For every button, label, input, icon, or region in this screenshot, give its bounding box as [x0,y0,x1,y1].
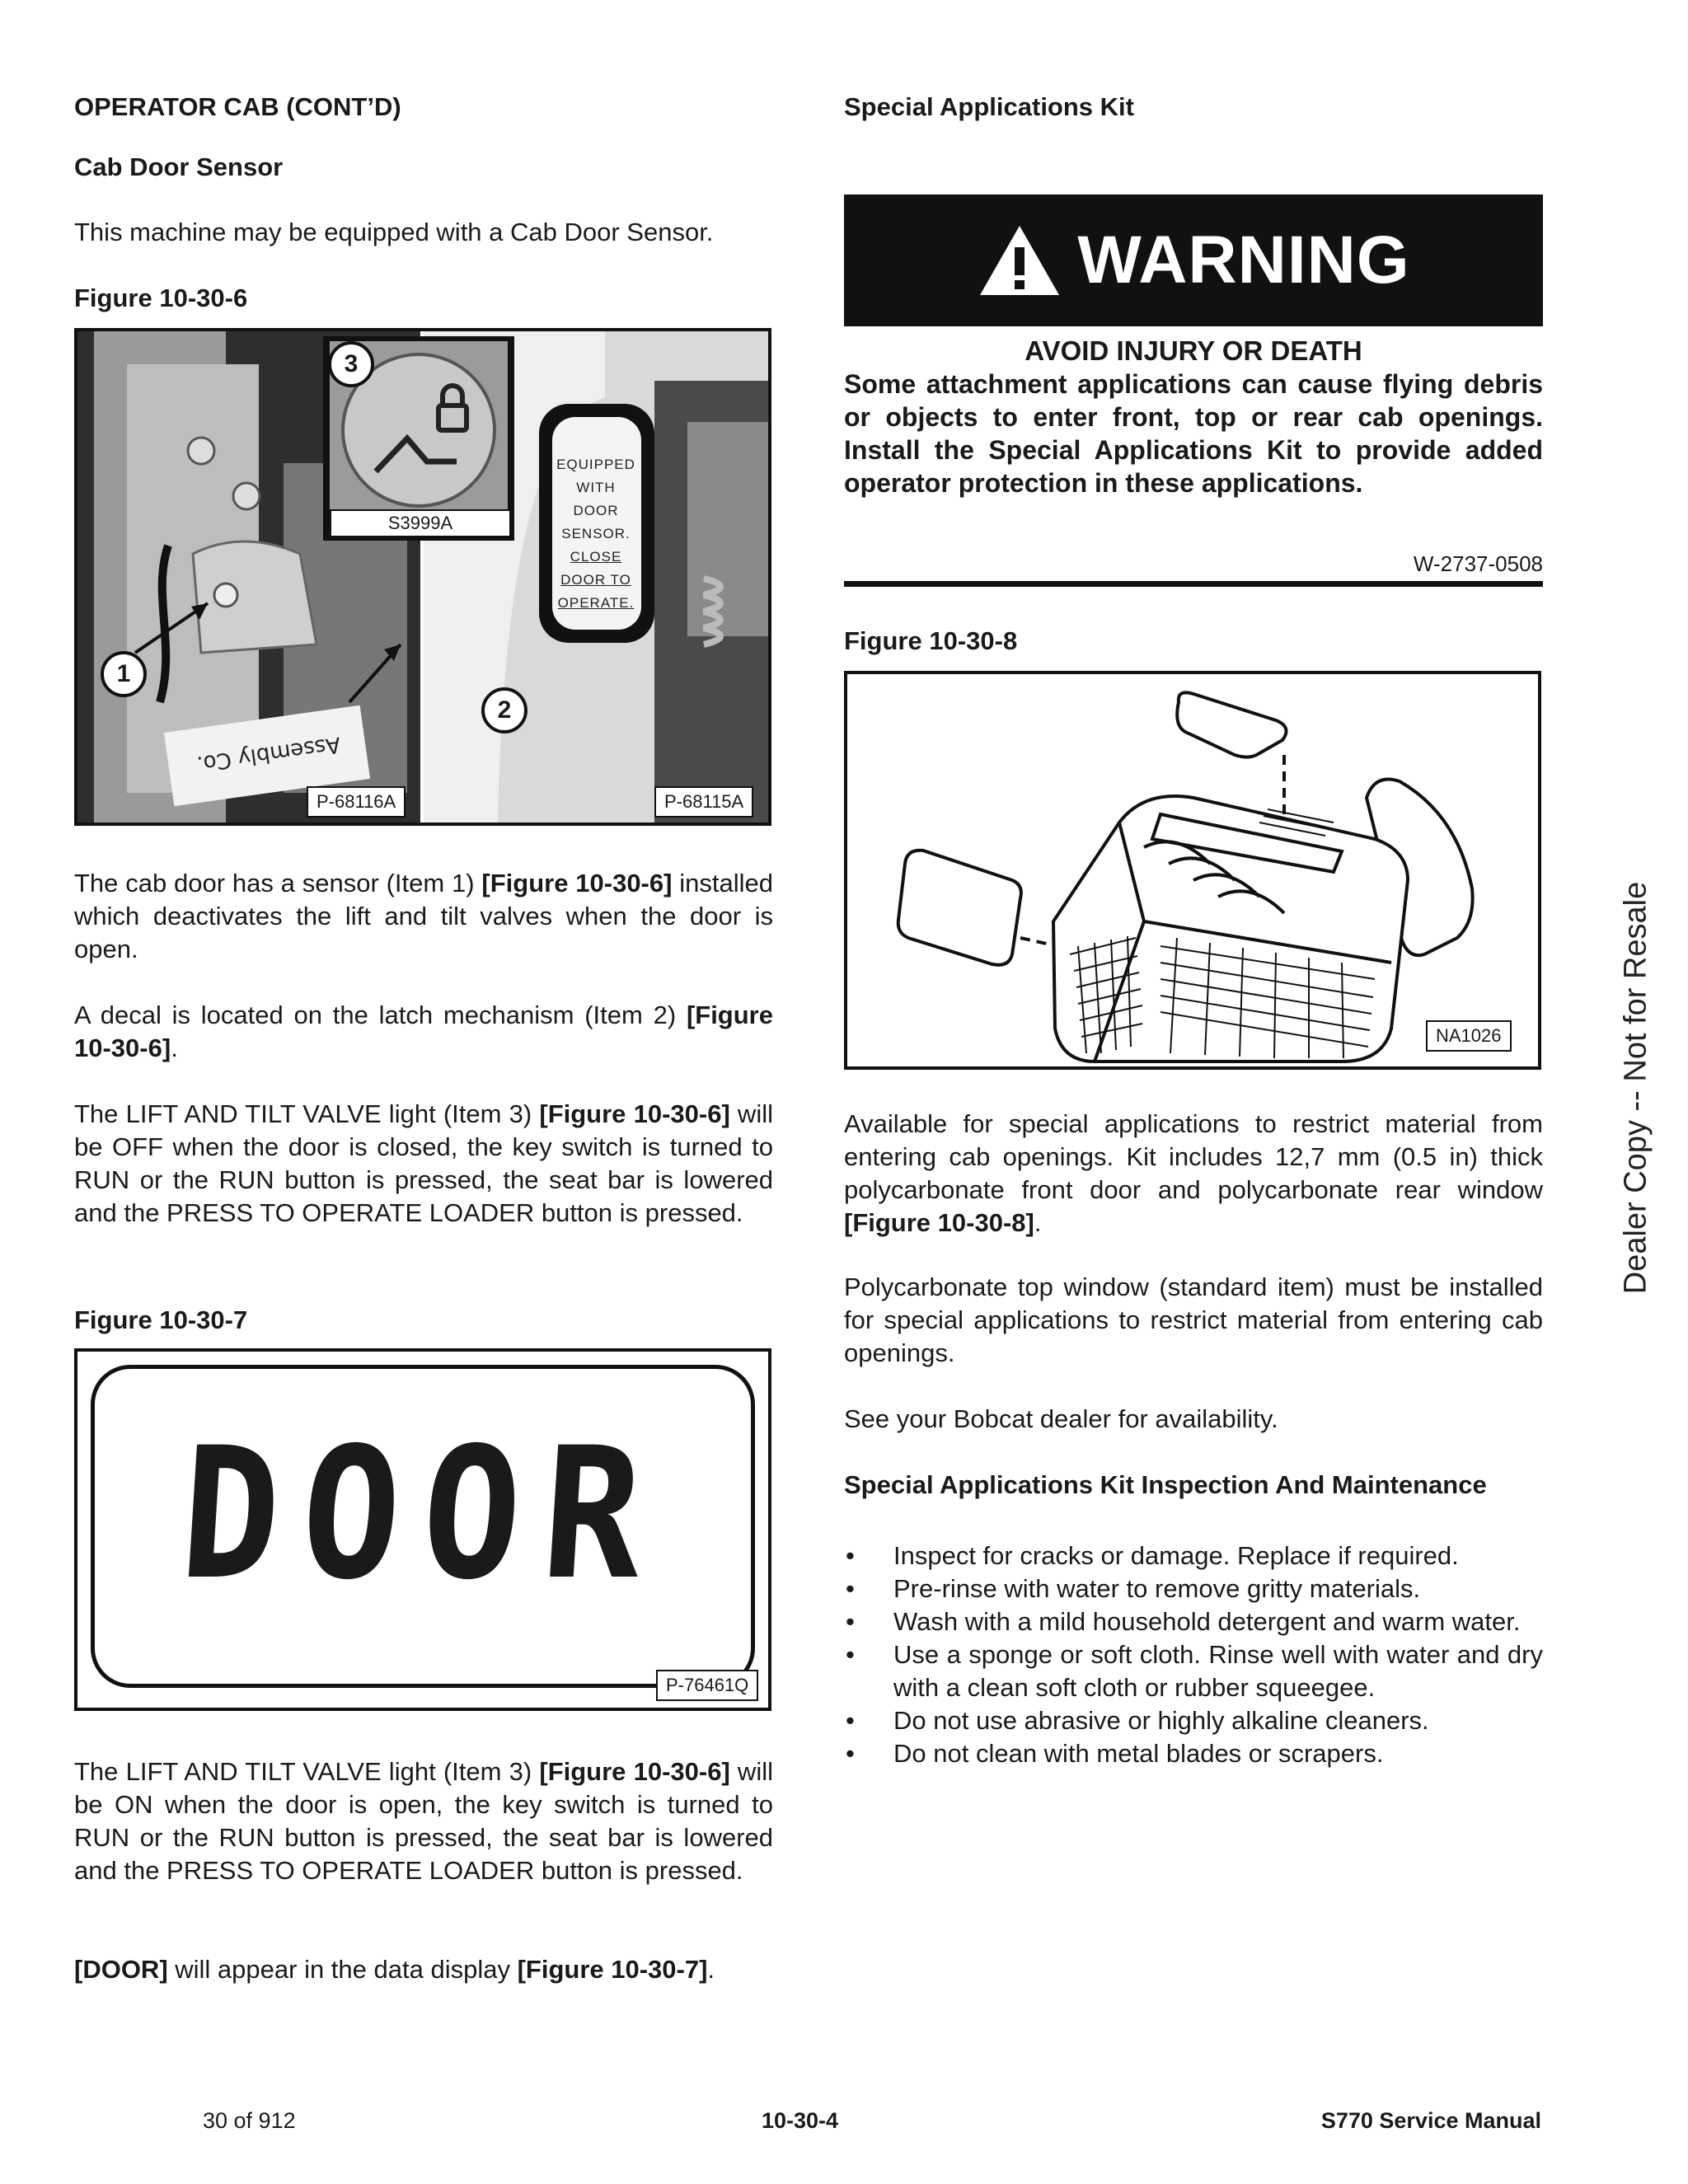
list-item: • Do not use abrasive or highly alkaline cleaners. [844,1704,1543,1737]
figure-code: P-68115A [654,786,753,818]
figure-reference: [Figure 10-30-6] [74,1001,773,1062]
display-reference: [DOOR] [74,1955,168,1984]
list-item: • Use a sponge or soft cloth. Rinse well with water and dry with a clean soft cloth or rubber squeegee. [844,1638,1543,1704]
text: . [171,1033,178,1062]
figure-reference: [Figure 10-30-7] [517,1955,708,1984]
figure-8-label: Figure 10-30-8 [844,626,1018,655]
list-item: • Wash with a mild household detergent and warm water. [844,1605,1543,1638]
text: installed which deactivates the lift and tilt valves when the door is open. [74,869,774,963]
footer-page-count: 30 of 912 [203,2108,296,2133]
data-display [91,1365,755,1688]
svg-text:Assembly Co.: Assembly Co. [195,731,342,776]
text: will be ON when the door is open, the key switch is turned to RUN or the RUN button is pressed, the seat bar is lowered and the PRESS TO OPERATE LOADER button is pressed. [74,1757,773,1885]
warning-divider [844,581,1543,587]
text: A decal is located on the latch mechanism (Item 2) [74,1001,687,1029]
decal-line: EQUIPPED [556,457,635,472]
figure-6-label: Figure 10-30-6 [74,284,248,312]
subsection-title: Cab Door Sensor [74,152,284,181]
footer-page-number: 10-30-4 [762,2108,839,2133]
special-applications-kit-drawing [847,674,1538,1066]
callout-2: 2 [481,687,528,733]
paragraph: Polycarbonate top window (standard item) must be installed for special applications to restrict material from entering cab openings. [844,1272,1543,1367]
decal-line: OPERATE. [557,595,635,611]
figure-code: P-76461Q [656,1670,758,1701]
figure-reference: [Figure 10-30-6] [481,869,673,898]
section-title-right: Special Applications Kit [844,92,1134,121]
warning-heading: AVOID INJURY OR DEATH [1025,335,1362,366]
text: Available for special applications to restrict material from entering cab openings. Kit includes 12,7 mm (0.5 in) thick polycarbonate front door and polycarbonate rear window [844,1109,1543,1204]
figure-7-label: Figure 10-30-7 [74,1305,248,1334]
decal-line: WITH [576,480,616,495]
display-readout: DOOR [175,1408,671,1619]
figure-10-30-7 [74,1348,771,1711]
decal-line: DOOR TO [560,572,631,588]
dealer-copy-note: Dealer Copy -- Not for Resale [1618,881,1653,1295]
maintenance-list [844,1540,1543,1770]
list-item: • Do not clean with metal blades or scrapers. [844,1737,1543,1770]
warning-triangle-icon [977,223,1062,298]
text: The cab door has a sensor (Item 1) [74,869,482,898]
intro-text: This machine may be equipped with a Cab Door Sensor. [74,218,714,246]
figure-code: NA1026 [1426,1020,1512,1052]
section-title: OPERATOR CAB (CONT’D) [74,92,401,121]
decal-line: SENSOR. [561,526,631,541]
warning-body: Some attachment applications can cause flying debris or objects to enter front, top or rear cab openings. Install the Special Applications Kit to provide added operator protection in these applications. [844,369,1543,498]
text: The LIFT AND TILT VALVE light (Item 3) [74,1099,540,1128]
paragraph [74,999,773,1065]
warning-code: W-2737-0508 [1413,551,1543,576]
paragraph [74,867,773,966]
maintenance-title: Special Applications Kit Inspection And Maintenance [844,1470,1487,1499]
figure-reference: [Figure 10-30-6] [539,1757,730,1786]
text: . [707,1955,715,1984]
paragraph [844,1108,1543,1240]
paragraph [74,1098,773,1230]
cab-door-sensor-photo [77,331,768,823]
footer-manual-title: S770 Service Manual [1320,2108,1541,2133]
callout-1: 1 [101,651,147,697]
decal-line: CLOSE [570,549,622,565]
text: . [1034,1208,1042,1237]
decal-line: DOOR [573,503,619,518]
paragraph: See your Bobcat dealer for availability. [844,1404,1278,1433]
warning-banner [844,194,1543,326]
text: The LIFT AND TILT VALVE light (Item 3) [74,1757,540,1786]
text: will be OFF when the door is closed, the key switch is turned to RUN or the RUN button is pressed, the seat bar is lowered and the PRESS TO OPERATE LOADER button is pressed. [74,1099,773,1227]
text: will appear in the data display [167,1955,518,1984]
figure-10-30-8 [844,671,1541,1070]
list-item: • Inspect for cracks or damage. Replace if required. [844,1540,1543,1572]
figure-code: P-68116A [307,786,406,818]
figure-reference: [Figure 10-30-8] [844,1208,1034,1237]
door-sensor-decal [551,453,640,615]
figure-reference: [Figure 10-30-6] [539,1099,730,1128]
paragraph [74,1755,773,1887]
callout-3: 3 [328,341,374,387]
paragraph [74,1953,773,1986]
list-item: • Pre-rinse with water to remove gritty materials. [844,1572,1543,1605]
figure-10-30-6 [74,328,771,826]
figure-code: S3999A [330,509,511,537]
warning-title: WARNING [1077,223,1410,298]
